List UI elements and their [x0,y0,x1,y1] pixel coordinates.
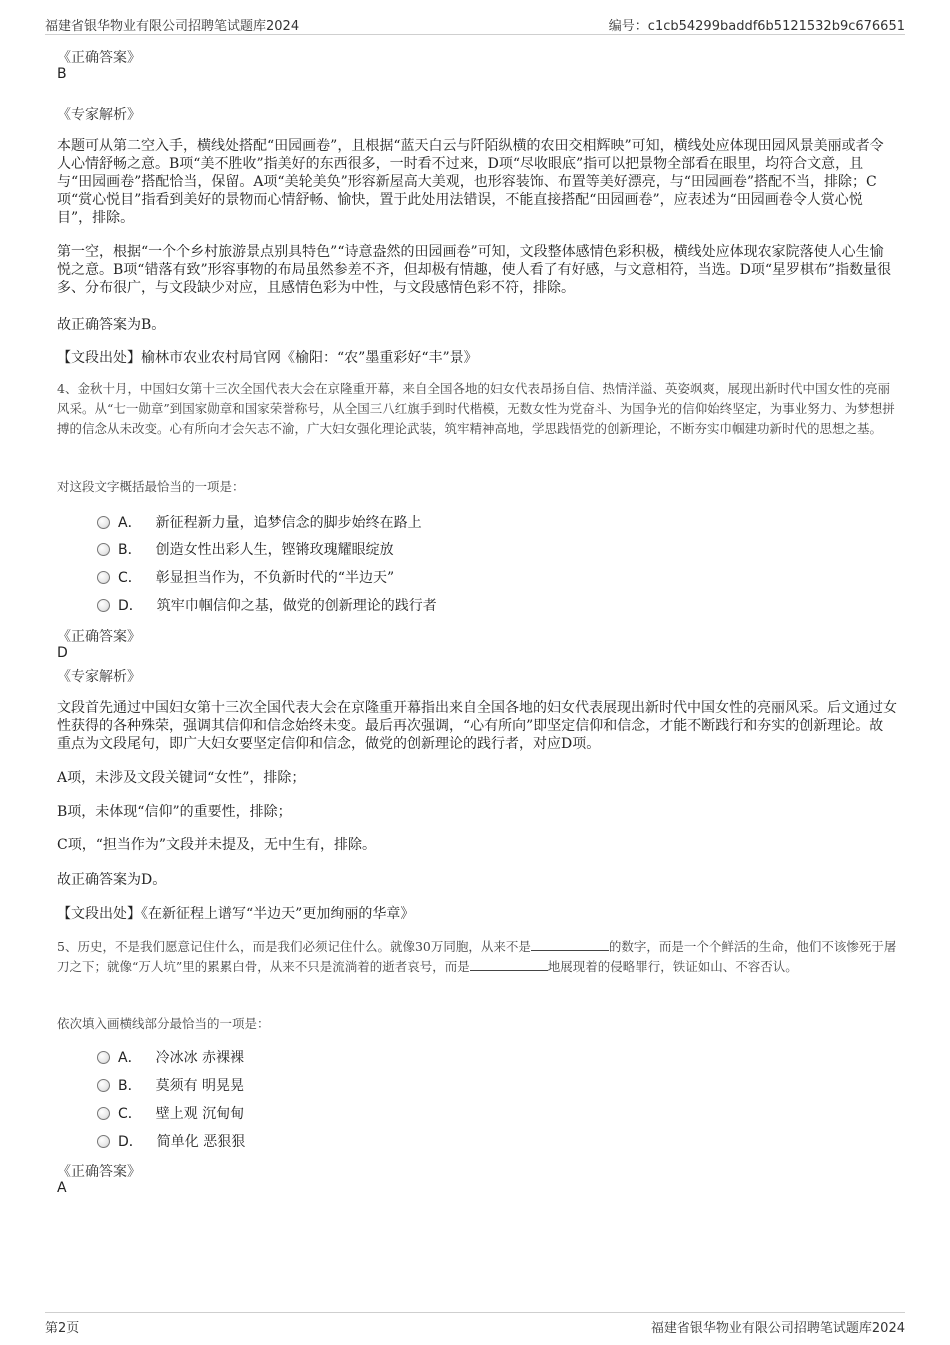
page-header [45,12,905,35]
header-doc-id: 编号：c1cb54299baddf6b5121532b9c676651 [608,19,905,34]
radio-icon[interactable] [97,1107,110,1120]
radio-icon[interactable] [97,1051,110,1064]
option-a[interactable]: A． 新征程新力量，追梦信念的脚步始终在路上 [97,512,422,532]
fill-blank [470,958,548,971]
answer-label: 《正确答案》 [57,629,141,645]
analysis-conclusion: 故正确答案为D。 [57,872,167,888]
analysis-item: A项，未涉及文段关键词“女性”，排除； [57,770,306,786]
question-prompt: 依次填入画横线部分最恰当的一项是： [57,1016,270,1031]
analysis-item: B项，未体现“信仰”的重要性，排除； [57,804,292,820]
analysis-label: 《专家解析》 [57,669,141,685]
analysis-conclusion: 故正确答案为B。 [57,317,166,333]
question-stem: 5、历史，不是我们愿意记住什么，而是我们必须记住什么。就像30万同胞，从来不是 的数字，而是一个个鲜活的生命，他们不该惨死于屠刀之下；就像“万人坑”里的累累白骨，从来不只是流淌着的逝者哀号，而是 地展现着的侵略罪行，铁证如山、不容否认。 [57,939,897,974]
page-number: 第2页 [45,1321,80,1336]
analysis-label: 《专家解析》 [57,107,141,123]
option-b[interactable]: B． 创造女性出彩人生，铿锵玫瑰耀眼绽放 [97,539,394,559]
option-d[interactable]: D． 简单化 恶狠狠 [97,1131,245,1151]
source-citation: 【文段出处】《在新征程上谱写“半边天”更加绚丽的华章》 [57,906,415,922]
answer-label: 《正确答案》 [57,1164,141,1180]
radio-icon[interactable] [97,543,110,556]
option-d[interactable]: D． 筑牢巾帼信仰之基，做党的创新理论的践行者 [97,595,437,615]
analysis-paragraph: 第一空，根据“一个个乡村旅游景点别具特色”“诗意盎然的田园画卷”可知，文段整体感情色彩积极，横线处应体现农家院落使人心生愉悦之意。B项“错落有致”形容事物的布局虽然参差不齐，但却极有情趣，使人看了有好感，与文意相符，当选。D项“星罗棋布”指数量很多、分布很广，与文段缺少对应，且感情色彩为中性，与文段感情色彩不符，排除。 [57,244,892,296]
radio-icon[interactable] [97,599,110,612]
option-a[interactable]: A． 冷冰冰 赤裸裸 [97,1047,244,1067]
fill-blank [531,938,609,951]
radio-icon[interactable] [97,1079,110,1092]
answer-value: D [57,645,68,661]
answer-value: A [57,1180,67,1196]
question-stem: 4、金秋十月，中国妇女第十三次全国代表大会在京隆重开幕，来自全国各地的妇女代表昂扬自信、热情洋溢、英姿飒爽，展现出新时代中国女性的亮丽风采。从“七一勋章”到国家勋章和国家荣誉称号，从全国三八红旗手到时代楷模，无数女性为党奋斗、为国争光的信仰始终坚定，为事业努力、为梦想拼搏的信念从未改变。心有所向才会矢志不渝，广大妇女强化理论武装，筑牢精神高地，学思践悟党的创新理论，不断夯实巾帼建功新时代的思想之基。 [57,381,895,436]
radio-icon[interactable] [97,1135,110,1148]
option-c[interactable]: C． 彰显担当作为，不负新时代的“半边天” [97,567,394,587]
answer-label: 《正确答案》 [57,50,141,66]
page-footer [45,1312,905,1335]
option-b[interactable]: B． 莫须有 明晃晃 [97,1075,244,1095]
radio-icon[interactable] [97,571,110,584]
option-c[interactable]: C． 壁上观 沉甸甸 [97,1103,244,1123]
analysis-paragraph: 本题可从第二空入手，横线处搭配“田园画卷”，且根据“蓝天白云与阡陌纵横的农田交相辉映”可知，横线处应体现田园风景美丽或者令人心情舒畅之意。B项“美不胜收”指美好的东西很多，一时看不过来，D项“尽收眼底”指可以把景物全部看在眼里，均符合文意，且与“田园画卷”搭配恰当，保留。A项“美轮美奂”形容新屋高大美观，也形容装饰、布置等美好漂亮，与“田园画卷”搭配不当，排除；C项“赏心悦目”指看到美好的景物而心情舒畅、愉快，置于此处用法错误，不能直接搭配“田园画卷”，应表述为“田园画卷令人赏心悦目”，排除。 [57,138,884,226]
header-title: 福建省银华物业有限公司招聘笔试题库2024 [45,19,300,34]
radio-icon[interactable] [97,516,110,529]
source-citation: 【文段出处】榆林市农业农村局官网《榆阳：“农”墨重彩好“丰”景》 [57,350,478,366]
analysis-paragraph: 文段首先通过中国妇女第十三次全国代表大会在京隆重开幕指出来自全国各地的妇女代表展现出新时代中国女性的亮丽风采。后文通过女性获得的各种殊荣，强调其信仰和信念始终未变。最后再次强调，“心有所向”即坚定信仰和信念，才能不断践行和夯实的创新理论。故重点为文段尾句，即广大妇女要坚定信仰和信念，做党的创新理论的践行者，对应D项。 [57,700,897,752]
answer-value: B [57,66,67,82]
footer-title: 福建省银华物业有限公司招聘笔试题库2024 [650,1321,905,1336]
question-prompt: 对这段文字概括最恰当的一项是： [57,479,245,494]
analysis-item: C项，“担当作为”文段并未提及，无中生有，排除。 [57,837,377,853]
